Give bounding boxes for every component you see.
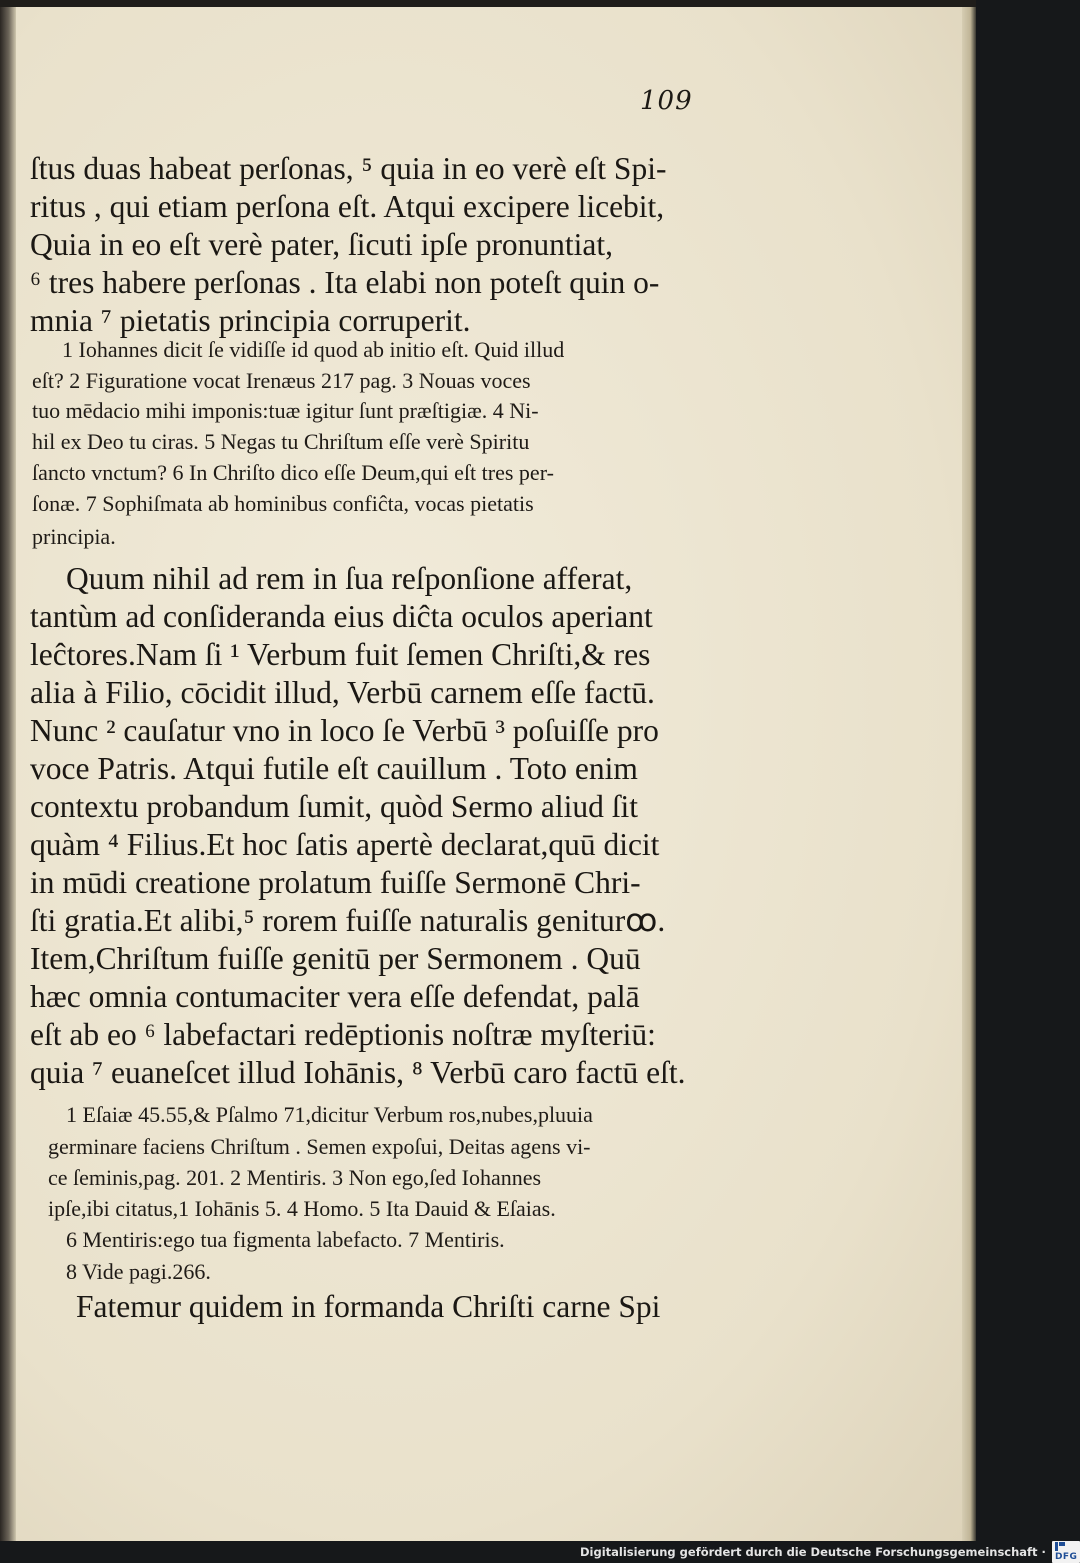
footnote-line: 6 Mentiris:ego tua figmenta labefacto. 7 Mentiris. bbox=[66, 1227, 505, 1252]
page-number: 109 bbox=[640, 86, 693, 116]
text-line: Quia in eo eſt verè pater, ſicuti ipſe pronuntiat, bbox=[30, 227, 614, 262]
digitization-footer bbox=[580, 1543, 1080, 1560]
dfg-logo bbox=[1052, 1541, 1080, 1563]
text-line: voce Patris. Atqui futile eſt cauillum . Toto enim bbox=[30, 751, 638, 786]
text-line: leĉtores.Nam ſi ¹ Verbum fuit ſemen Chriſti,& res bbox=[30, 637, 651, 672]
text-line: eſt ab eo ⁶ labefactari redēptionis noſtræ myſteriū: bbox=[30, 1017, 656, 1052]
text-line: Nunc ² cauſatur vno in loco ſe Verbū ³ poſuiſſe pro bbox=[30, 713, 659, 748]
text-line: contextu probandum ſumit, quòd Sermo aliud ſit bbox=[30, 789, 639, 824]
text-line: Fatemur quidem in formanda Chriſti carne Spi bbox=[76, 1289, 661, 1324]
text-line: ſtus duas habeat perſonas, ⁵ quia in eo verè eſt Spi- bbox=[30, 151, 667, 186]
text-line: quia ⁷ euaneſcet illud Iohānis, ⁸ Verbū caro factū eſt. bbox=[30, 1055, 686, 1090]
footnote-line: ſonæ. 7 Sophiſmata ab hominibus confiĉta, vocas pietatis bbox=[32, 491, 534, 516]
footnote-line: principia. bbox=[32, 524, 116, 549]
footnote-line: 1 Eſaiæ 45.55,& Pſalmo 71,dicitur Verbum ros,nubes,pluuia bbox=[66, 1102, 593, 1127]
footnote-line: ipſe,ibi citatus,1 Iohānis 5. 4 Homo. 5 Ita Dauid & Eſaias. bbox=[48, 1196, 556, 1221]
footnote-line: hil ex Deo tu ciras. 5 Negas tu Chriſtum eſſe verè Spiritu bbox=[32, 429, 530, 454]
text-line: Quum nihil ad rem in ſua reſponſione afferat, bbox=[66, 561, 633, 596]
footnote-line: 8 Vide pagi.266. bbox=[66, 1259, 211, 1284]
text-line: alia à Filio, cōcidit illud, Verbū carnem eſſe factū. bbox=[30, 675, 655, 710]
dfg-logo-text: DFG bbox=[1054, 1551, 1078, 1562]
text-line: tantùm ad conſideranda eius diĉta oculos aperiant bbox=[30, 599, 653, 634]
footnote-line: germinare faciens Chriſtum . Semen expoſui, Deitas agens vi- bbox=[48, 1134, 591, 1159]
text-line: Item,Chriſtum fuiſſe genitū per Sermonem . Quū bbox=[30, 941, 641, 976]
text-line: quàm ⁴ Filius.Et hoc ſatis apertè declarat,quū dicit bbox=[30, 827, 660, 862]
text-line: mnia ⁷ pietatis principia corruperit. bbox=[30, 303, 471, 338]
footnote-line: 1 Iohannes dicit ſe vidiſſe id quod ab initio eſt. Quid illud bbox=[62, 337, 565, 362]
footnote-line: eſt? 2 Figuratione vocat Irenæus 217 pag. 3 Nouas voces bbox=[32, 368, 531, 393]
text-line: ſti gratia.Et alibi,⁵ rorem fuiſſe naturalis geniturꝏ. bbox=[30, 903, 666, 938]
text-line: ⁶ tres habere perſonas . Ita elabi non poteſt quin o- bbox=[30, 265, 660, 300]
footnote-line: ce ſeminis,pag. 201. 2 Mentiris. 3 Non ego,ſed Iohannes bbox=[48, 1165, 542, 1190]
footnote-line: tuo mēdacio mihi imponis:tuæ igitur ſunt præſtigiæ. 4 Ni- bbox=[32, 398, 539, 423]
page-edge bbox=[962, 0, 976, 1541]
funding-notice: Digitalisierung gefördert durch die Deutsche Forschungsgemeinschaft · bbox=[580, 1544, 1046, 1559]
text-line: ritus , qui etiam perſona eſt. Atqui excipere licebit, bbox=[30, 189, 665, 224]
top-edge bbox=[0, 0, 976, 7]
page-binding-shadow bbox=[0, 0, 16, 1541]
dfg-mark-icon bbox=[1055, 1542, 1065, 1551]
text-line: hæc omnia contumaciter vera eſſe defendat, palā bbox=[30, 979, 640, 1014]
footnote-line: ſancto vnctum? 6 In Chriſto dico eſſe Deum,qui eſt tres per- bbox=[32, 460, 554, 485]
text-line: in mūdi creatione prolatum fuiſſe Sermonē Chri- bbox=[30, 865, 641, 900]
